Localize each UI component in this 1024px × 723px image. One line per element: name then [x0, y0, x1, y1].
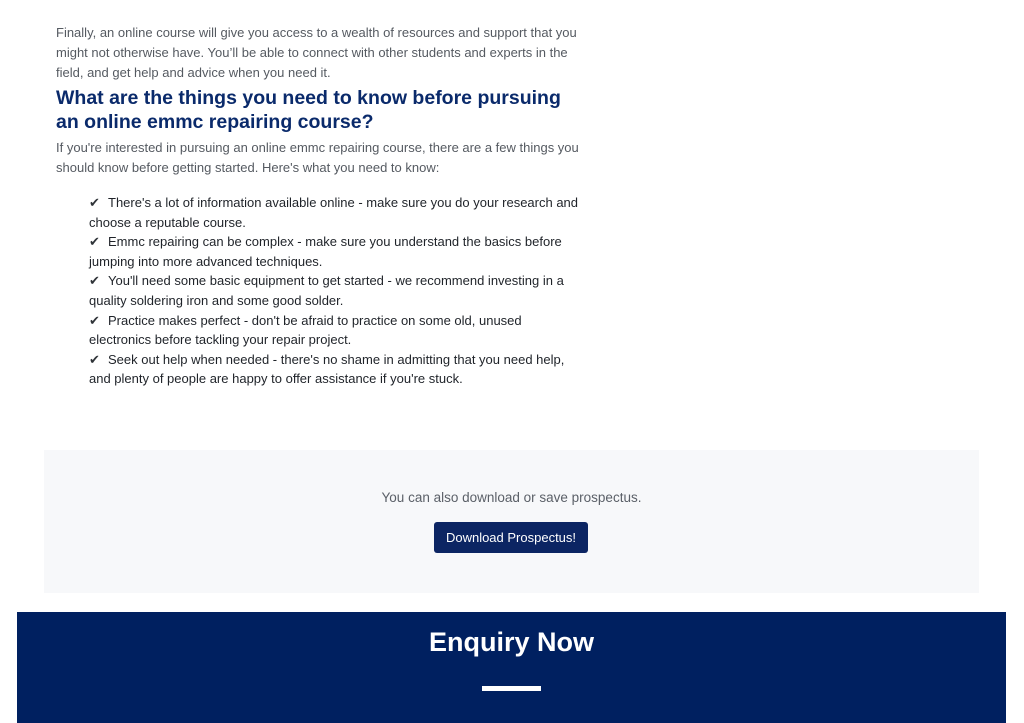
list-item [89, 271, 579, 310]
list-item [89, 193, 579, 232]
prospectus-text: You can also download or save prospectus. [381, 490, 642, 505]
enquiry-title: Enquiry Now [428, 627, 594, 657]
checkmark-icon: ✔ [89, 195, 100, 210]
list-item-text: You'll need some basic equipment to get started - we recommend investing in a quality soldering iron and some good solder. [89, 273, 564, 308]
checkmark-icon: ✔ [89, 234, 100, 250]
list-item [89, 232, 579, 271]
checkmark-icon: ✔ [89, 351, 100, 367]
list-item [89, 350, 579, 389]
intro-paragraph: Finally, an online course will give you access to a wealth of resources and support that you might not otherwise have. You’ll be able to connect with other students and experts in the field, and get help and advice when you need it. [56, 25, 577, 80]
list-item-text: There's a lot of information available online - make sure you do your research and choose a reputable course. [89, 195, 579, 230]
article-body [56, 23, 586, 389]
section-intro-paragraph: If you're interested in pursuing an online emmc repairing course, there are a few things you should know before getting started. Here's what you need to know: [56, 140, 579, 175]
checkmark-icon: ✔ [89, 312, 100, 328]
list-item-text: Seek out help when needed - there's no shame in admitting that you need help, and plenty of people are happy to offer assistance if you're stuck. [89, 351, 565, 387]
enquiry-section [17, 612, 1006, 723]
section-heading: What are the things you need to know before pursuing an online emmc repairing course? [56, 87, 561, 133]
download-prospectus-button[interactable]: Download Prospectus! [434, 522, 588, 553]
checklist [89, 193, 579, 389]
checkmark-icon: ✔ [89, 273, 100, 289]
list-item [89, 311, 579, 350]
list-item-text: Emmc repairing can be complex - make sure you understand the basics before jumping into more advanced techniques. [89, 234, 562, 269]
prospectus-section [44, 450, 979, 593]
title-underline-divider [482, 686, 541, 691]
list-item-text: Practice makes perfect - don't be afraid to practice on some old, unused electronics before tackling your repair project. [89, 312, 522, 348]
